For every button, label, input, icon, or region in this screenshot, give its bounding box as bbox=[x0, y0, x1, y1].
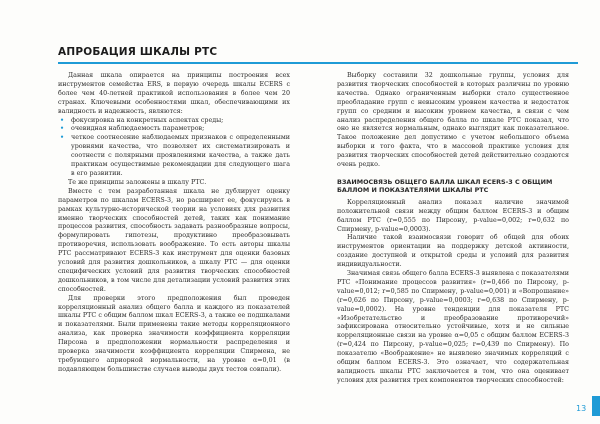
title-underline bbox=[58, 62, 578, 64]
page-number: 13 bbox=[576, 404, 587, 413]
subsection-heading: ВЗАИМОСВЯЗЬ ОБЩЕГО БАЛЛА ШКАЛ ECERS-3 С ОБЩИМ БАЛЛОМ И ПОКАЗАТЕЛЯМИ ШКАЛЫ РТС bbox=[337, 177, 553, 195]
list-item: • четкое соотнесение наблюдаемых признаков с определенными уровнями качества, что позволяет их систематизировать и соотнести с полярными проявлениями качества, а также дать практикам осуществимые рекомендации для следующего шага в его развитии. bbox=[60, 134, 290, 177]
bullet-icon: • bbox=[60, 116, 65, 124]
page-edge-marker bbox=[592, 396, 600, 416]
paragraph: Наличие такой взаимосвязи говорит об общей для обоих инструментов ориентации на поддержку детской активности, создание доступной и открытой среды и условий для развития индивидуальности. bbox=[337, 234, 569, 269]
feature-list bbox=[58, 117, 290, 179]
section-title: АПРОБАЦИЯ ШКАЛЫ РТС bbox=[58, 46, 218, 58]
list-item: • фокусировка на конкретных аспектах среды; bbox=[60, 116, 224, 124]
paragraph: Данная шкала опирается на принципы построения всех инструментов семейства ERS, в первую очередь шкалы ECERS с более чем 40-летней практикой использования в более чем 20 странах. Ключевыми особенностями шкал, обеспечивающими их валидность и надежность, являются: bbox=[58, 72, 290, 115]
bullet-icon: • bbox=[60, 134, 65, 142]
list-item: • очевидная наблюдаемость параметров; bbox=[60, 125, 205, 133]
paragraph: Значимая связь общего балла ECERS-3 выявлена с показателями РТС «Понимание процессов развития» (r=0,466 по Пирсону, p-value=0,012; r=0,585 по Спирмену, p-value=0,001) и «Вопрошание» (r=0,626 по Пирсону, p-value=0,0003; r=0,638 по Спирмену, p-value=0,0002). На уровне тенденции для показателя РТС «Изобретательство и преобразование противоречий» зафиксирована относительно устойчивые, хотя и не сильные корреляционные связи на уровне α=0,05 с общим баллом ECERS-3 (r=0,424 по Пирсону, p-value=0,025; r=0,439 по Спирмену). По показателю «Воображение» не выявлено значимых корреляций с общим баллом ECERS-3. Это означает, что содержательная валидность шкалы РТС заключается в том, что она оценивает условия для развития трех компонентов творческих способностей: bbox=[337, 270, 569, 384]
paragraph: Корреляционный анализ показал наличие значимой положительной связи между общим баллом ECERS-3 и общим баллом РТС (r=0,555 по Пирсону, p-value=0,002; r=0,632 по Спирмену, p-value=0,0003). bbox=[337, 198, 569, 233]
paragraph: Для проверки этого предположения был проведен корреляционный анализ общего балла и каждого из показателей шкалы РТС с общим баллом шкал ECERS-3, а также ее подшкалами и показателями. Были применены такие методы корреляционного анализа, как проверка значимости коэффициента корреляции Пирсона в предположении нормальности распределения и проверка значимости коэффициента корреляции Спирмена, не требующего априорной нормальности, на уровне α=0,01 (в подавляющем большинстве случаев выводы двух тестов совпали). bbox=[58, 294, 290, 373]
bullet-icon: • bbox=[60, 125, 65, 133]
paragraph: Выборку составили 32 дошкольные группы, условия для развития творческих способностей в которых различны по уровню качества. Однако ограниченным выборки стало существенное преобладание групп с невысоким уровнем качества и недостаток групп со средним и высоким уровнем качества, в связи с чем анализ распределения общего балла по шкале РТС показал, что оно не является нормальным, однако выглядит как показательное. Такое положение дел допустимо с учетом небольшого объема выборки и того факта, что в массовой практике условия для развития творческих способностей детей действительно создаются очень редко. bbox=[337, 72, 569, 169]
paragraph: Те же принципы заложены в шкалу РТС. bbox=[68, 178, 207, 186]
right-column bbox=[337, 72, 569, 386]
paragraph: Вместе с тем разработанная шкала не дублирует оценку параметров по шкалам ECERS-3, но расширяет ее, фокусируясь в рамках культурно-исторической теории на условиях для развития именно творческих способностей детей, таких как понимание процессов развития, способность задавать разнообразные вопросы, формулировать гипотезы, продуктивно преобразовывать противоречия, использовать воображение. То есть авторы шкалы РТС рассматривают ECERS-3 как инструмент для оценки базовых условий для развития дошкольников, а шкалу РТС — для оценки специфических условий для развития творческих способностей дошкольников, в том числе для детализации условий развития этих способностей. bbox=[58, 187, 290, 293]
left-column bbox=[58, 72, 290, 375]
